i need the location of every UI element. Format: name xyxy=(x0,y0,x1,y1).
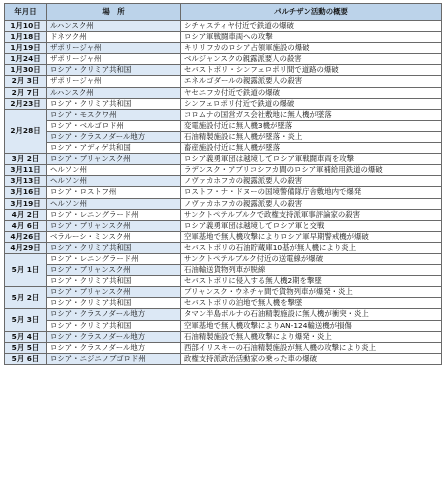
place-cell: ロシア・レニングラード州 xyxy=(47,209,181,220)
activity-cell: ラデンスク・アブリコシフカ間のロシア軍補給用鉄道の爆破 xyxy=(181,165,442,176)
place-cell: ロシア・レニングラード州 xyxy=(47,253,181,264)
activity-cell: サンクトペテルブルクで政権支持派軍事評論家の殺害 xyxy=(181,209,442,220)
date-cell: 3月 2日 xyxy=(5,154,47,165)
date-cell: 5月 4日 xyxy=(5,331,47,342)
table-row xyxy=(5,76,442,87)
date-cell: 1月30日 xyxy=(5,65,47,76)
activity-cell: ロシア義勇軍団は越境してロシア軍と交戦 xyxy=(181,220,442,231)
activity-cell: 政権支持派政治活動家の乗った車の爆破 xyxy=(181,353,442,364)
place-cell: ロシア・ブリャンスク州 xyxy=(47,220,181,231)
table-row xyxy=(5,220,442,231)
place-cell: ロシア・クラスノダール地方 xyxy=(47,131,181,142)
table-row xyxy=(5,265,442,276)
date-cell: 5月 1日 xyxy=(5,253,47,286)
place-cell: ロシア・ニジニノブゴロド州 xyxy=(47,353,181,364)
header-activity: パルチザン活動の概要 xyxy=(181,4,442,21)
table-row xyxy=(5,21,442,32)
date-cell: 5月 6日 xyxy=(5,353,47,364)
table-row xyxy=(5,298,442,309)
place-cell: ザポリージャ州 xyxy=(47,54,181,65)
activity-cell: サンクトペテルブルク付近の送電線が爆破 xyxy=(181,253,442,264)
place-cell: ロシア・ブリャンスク州 xyxy=(47,265,181,276)
place-cell: ルハンスク州 xyxy=(47,87,181,98)
place-cell: ロシア・クリミア共和国 xyxy=(47,320,181,331)
table-row xyxy=(5,154,442,165)
activity-cell: 空軍基地で無人機攻撃によりAN-124輸送機が損傷 xyxy=(181,320,442,331)
date-cell: 3月16日 xyxy=(5,187,47,198)
table-row xyxy=(5,353,442,364)
place-cell: ロシア・アディゲ共和国 xyxy=(47,143,181,154)
place-cell: ロシア・ブリャンスク州 xyxy=(47,287,181,298)
activity-cell: シチャスティヤ付近で鉄道の爆破 xyxy=(181,21,442,32)
place-cell: ヘルソン州 xyxy=(47,176,181,187)
place-cell: ザポリージャ州 xyxy=(47,76,181,87)
activity-cell: セバストポリ・シンフェロポリ間で道路の爆破 xyxy=(181,65,442,76)
activity-cell: ベルジャンスクの親露派要人の殺害 xyxy=(181,54,442,65)
table-row xyxy=(5,120,442,131)
place-cell: ロシア・クリミア共和国 xyxy=(47,298,181,309)
activity-cell: ロシア軍戦闘車両への攻撃 xyxy=(181,32,442,43)
activity-cell: 西部イリスキーの石油精製施設が無人機の攻撃により炎上 xyxy=(181,342,442,353)
activity-cell: ヤセニフカ付近で鉄道の爆破 xyxy=(181,87,442,98)
place-cell: ロシア・クラスノダール地方 xyxy=(47,342,181,353)
activity-cell: エネルゴダールの親露派要人の殺害 xyxy=(181,76,442,87)
place-cell: ロシア・クリミア共和国 xyxy=(47,242,181,253)
table-row xyxy=(5,342,442,353)
activity-cell: 変電施設付近に無人機3機が墜落 xyxy=(181,120,442,131)
table-row xyxy=(5,231,442,242)
place-cell: ルハンスク州 xyxy=(47,21,181,32)
table-row xyxy=(5,253,442,264)
date-cell: 2月28日 xyxy=(5,109,47,153)
table-row xyxy=(5,287,442,298)
place-cell: ロシア・クリミア共和国 xyxy=(47,276,181,287)
date-cell: 3月11日 xyxy=(5,165,47,176)
place-cell: ヘルソン州 xyxy=(47,165,181,176)
table-row xyxy=(5,165,442,176)
table-row xyxy=(5,98,442,109)
place-cell: ロシア・クリミア共和国 xyxy=(47,98,181,109)
table-row xyxy=(5,32,442,43)
table-row xyxy=(5,320,442,331)
partisan-activity-table xyxy=(4,3,442,365)
date-cell: 5月 2日 xyxy=(5,287,47,309)
place-cell: ロシア・ブリャンスク州 xyxy=(47,154,181,165)
partisan-activity-table-container xyxy=(4,3,442,365)
date-cell: 4月26日 xyxy=(5,231,47,242)
activity-cell: 石油精製施設で無人機攻撃により爆発・炎上 xyxy=(181,331,442,342)
table-row xyxy=(5,54,442,65)
date-cell: 1月18日 xyxy=(5,32,47,43)
date-cell: 3月19日 xyxy=(5,198,47,209)
table-row xyxy=(5,87,442,98)
activity-cell: キリリフカのロシア占領軍施設の爆破 xyxy=(181,43,442,54)
activity-cell: シンフェロポリ付近で鉄道の爆破 xyxy=(181,98,442,109)
activity-cell: セバストポリの石油貯蔵庫10基が無人機により炎上 xyxy=(181,242,442,253)
date-cell: 4月 2日 xyxy=(5,209,47,220)
table-row xyxy=(5,143,442,154)
date-cell: 4月29日 xyxy=(5,242,47,253)
place-cell: ザポリージャ州 xyxy=(47,43,181,54)
activity-cell: セバストポリに侵入する無人機2期を撃墜 xyxy=(181,276,442,287)
header-row xyxy=(5,4,442,21)
date-cell: 4月 6日 xyxy=(5,220,47,231)
place-cell: ロシア・クラスノダール地方 xyxy=(47,309,181,320)
activity-cell: セバストポリの泊地で無人機を撃墜 xyxy=(181,298,442,309)
place-cell: ロシア・クリミア共和国 xyxy=(47,65,181,76)
activity-cell: ノヴァカホフカの親露派要人の殺害 xyxy=(181,176,442,187)
place-cell: ロシア・ベルゴロド州 xyxy=(47,120,181,131)
date-cell: 1月19日 xyxy=(5,43,47,54)
activity-cell: コロムナの国営ガス会社敷地に無人機が墜落 xyxy=(181,109,442,120)
activity-cell: 石油輸送貨物列車が脱線 xyxy=(181,265,442,276)
activity-cell: ノヴァカホフカの親露派要人の殺害 xyxy=(181,198,442,209)
place-cell: ロシア・モスクワ州 xyxy=(47,109,181,120)
place-cell: ベラルーシ・ミンスク州 xyxy=(47,231,181,242)
date-cell: 3月13日 xyxy=(5,176,47,187)
table-row xyxy=(5,198,442,209)
activity-cell: タマン半島ボルナの石油精製施設に無人機が衝突・炎上 xyxy=(181,309,442,320)
table-row xyxy=(5,43,442,54)
place-cell: ドネツク州 xyxy=(47,32,181,43)
date-cell: 2月 7日 xyxy=(5,87,47,98)
date-cell: 2月23日 xyxy=(5,98,47,109)
table-row xyxy=(5,276,442,287)
date-cell: 2月 3日 xyxy=(5,76,47,87)
date-cell: 5月 3日 xyxy=(5,309,47,331)
date-cell: 5月 5日 xyxy=(5,342,47,353)
activity-cell: 空軍基地で無人機攻撃によりロシア軍早期警戒機が爆破 xyxy=(181,231,442,242)
table-row xyxy=(5,309,442,320)
activity-cell: ロシア義勇軍団は越境してロシア軍戦闘車両を攻撃 xyxy=(181,154,442,165)
place-cell: ロシア・クラスノダール地方 xyxy=(47,331,181,342)
table-row xyxy=(5,176,442,187)
activity-cell: 石油精製施設に無人機が墜落・炎上 xyxy=(181,131,442,142)
date-cell: 1月24日 xyxy=(5,54,47,65)
header-place: 場 所 xyxy=(47,4,181,21)
place-cell: ロシア・ロストフ州 xyxy=(47,187,181,198)
table-row xyxy=(5,331,442,342)
table-row xyxy=(5,131,442,142)
table-row xyxy=(5,187,442,198)
table-row xyxy=(5,209,442,220)
table-row xyxy=(5,242,442,253)
table-row xyxy=(5,65,442,76)
activity-cell: ブリャンスク・ウネチャ間で貨物列車が爆発・炎上 xyxy=(181,287,442,298)
activity-cell: ロストフ・ナ・ドヌーの国境警備隊庁舎敷地内で爆発 xyxy=(181,187,442,198)
place-cell: ヘルソン州 xyxy=(47,198,181,209)
date-cell: 1月10日 xyxy=(5,21,47,32)
table-body xyxy=(5,21,442,365)
table-row xyxy=(5,109,442,120)
activity-cell: 畜産施設付近に無人機が墜落 xyxy=(181,143,442,154)
header-date: 年月日 xyxy=(5,4,47,21)
